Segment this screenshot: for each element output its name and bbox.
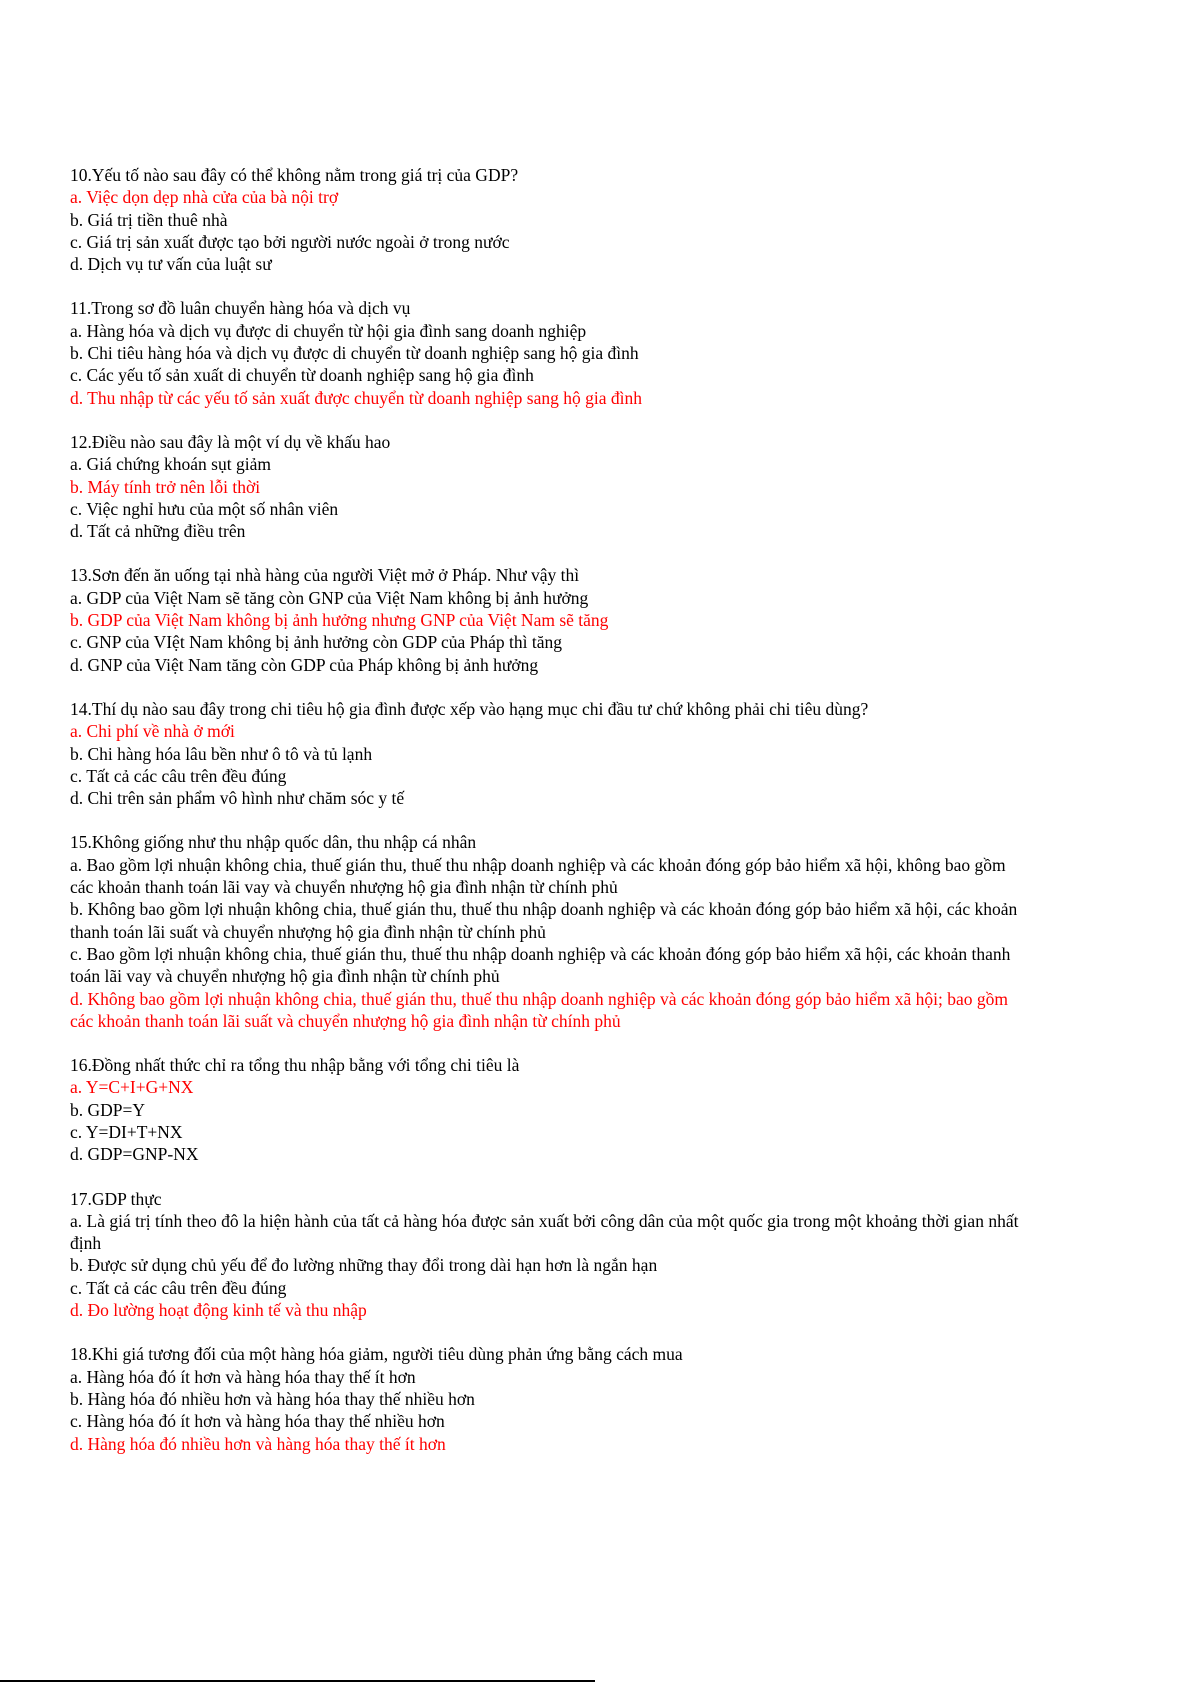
answer-option-correct: d. Không bao gồm lợi nhuận không chia, thuế gián thu, thuế thu nhập doanh nghiệp và các khoản đóng góp bảo hiểm xã hội; bao gồm các khoản thanh toán lãi suất và chuyển nhượng hộ gia đình nhận từ chính phủ: [70, 988, 1009, 1031]
answer-option: c. GNP của VIệt Nam không bị ảnh hưởng còn GDP của Pháp thì tăng: [70, 632, 562, 653]
question-block: [70, 297, 1030, 408]
question-block: [70, 831, 1030, 1032]
question-stem: 15.Không giống như thu nhập quốc dân, thu nhập cá nhân: [70, 832, 477, 853]
answer-option: b. Không bao gồm lợi nhuận không chia, thuế gián thu, thuế thu nhập doanh nghiệp và các khoản đóng góp bảo hiểm xã hội, các khoản thanh toán lãi suất và chuyển nhượng hộ gia đình nhận từ chính phủ: [70, 899, 1018, 942]
answer-option-correct: b. Máy tính trở nên lỗi thời: [70, 476, 261, 497]
answer-option: a. Bao gồm lợi nhuận không chia, thuế gián thu, thuế thu nhập doanh nghiệp và các khoản đóng góp bảo hiểm xã hội, không bao gồm các khoản thanh toán lãi vay và chuyển nhượng hộ gia đình nhận từ chính phủ: [70, 854, 1006, 898]
answer-option: d. Chi trên sản phẩm vô hình như chăm sóc y tế: [70, 788, 405, 809]
answer-option: b. Được sử dụng chủ yếu để đo lường những thay đổi trong dài hạn hơn là ngắn hạn: [70, 1255, 658, 1276]
answer-option: c. Y=DI+T+NX: [70, 1121, 183, 1142]
question-stem: 16.Đồng nhất thức chỉ ra tổng thu nhập bằng với tổng chi tiêu là: [70, 1055, 520, 1076]
answer-option: c. Tất cả các câu trên đều đúng: [70, 1277, 287, 1298]
footer-divider: [0, 1680, 595, 1682]
answer-option: a. Giá chứng khoán sụt giảm: [70, 454, 271, 475]
question-block: [70, 564, 1030, 675]
question-stem: 12.Điều nào sau đây là một ví dụ về khấu hao: [70, 431, 391, 452]
answer-option-correct: b. GDP của Việt Nam không bị ảnh hưởng nhưng GNP của Việt Nam sẽ tăng: [70, 610, 609, 631]
question-stem: 17.GDP thực: [70, 1188, 162, 1209]
question-block: [70, 1188, 1030, 1322]
answer-option: b. Giá trị tiền thuê nhà: [70, 209, 228, 230]
question-block: [70, 1054, 1030, 1165]
answer-option: c. Việc nghỉ hưu của một số nhân viên: [70, 498, 339, 519]
answer-option-correct: a. Chi phí về nhà ở mới: [70, 721, 235, 742]
answer-option: b. Chi hàng hóa lâu bền như ô tô và tủ lạnh: [70, 743, 373, 764]
answer-option: d. Tất cả những điều trên: [70, 521, 246, 542]
question-block: [70, 431, 1030, 542]
answer-option-correct: d. Đo lường hoạt động kinh tế và thu nhập: [70, 1300, 367, 1321]
answer-option: c. Bao gồm lợi nhuận không chia, thuế gián thu, thuế thu nhập doanh nghiệp và các khoản đóng góp bảo hiểm xã hội, các khoản thanh toán lãi vay và chuyển nhượng hộ gia đình nhận từ chính phủ: [70, 943, 1011, 987]
answer-option: a. GDP của Việt Nam sẽ tăng còn GNP của Việt Nam không bị ảnh hưởng: [70, 587, 589, 608]
question-block: [70, 1343, 1030, 1454]
answer-option: d. GDP=GNP-NX: [70, 1144, 199, 1165]
question-stem: 10.Yếu tố nào sau đây có thể không nằm trong giá trị của GDP?: [70, 165, 519, 185]
answer-option: c. Tất cả các câu trên đều đúng: [70, 765, 287, 786]
answer-option: c. Hàng hóa đó ít hơn và hàng hóa thay thế nhiều hơn: [70, 1411, 445, 1432]
answer-option-correct: d. Hàng hóa đó nhiều hơn và hàng hóa thay thế ít hơn: [70, 1433, 446, 1454]
answer-option: b. Hàng hóa đó nhiều hơn và hàng hóa thay thế nhiều hơn: [70, 1388, 475, 1409]
answer-option: b. GDP=Y: [70, 1099, 146, 1120]
answer-option: c. Các yếu tố sản xuất di chuyển từ doanh nghiệp sang hộ gia đình: [70, 365, 534, 386]
question-stem: 13.Sơn đến ăn uống tại nhà hàng của người Việt mở ở Pháp. Như vậy thì: [70, 565, 580, 586]
answer-option: b. Chi tiêu hàng hóa và dịch vụ được di chuyển từ doanh nghiệp sang hộ gia đình: [70, 343, 639, 364]
question-stem: 18.Khi giá tương đối của một hàng hóa giảm, người tiêu dùng phản ứng bằng cách mua: [70, 1344, 683, 1365]
answer-option: c. Giá trị sản xuất được tạo bởi người nước ngoài ở trong nước: [70, 231, 510, 252]
question-stem: 14.Thí dụ nào sau đây trong chi tiêu hộ gia đình được xếp vào hạng mục chi đầu tư chứ không phải chi tiêu dùng?: [70, 698, 869, 719]
answer-option: d. GNP của Việt Nam tăng còn GDP của Pháp không bị ảnh hưởng: [70, 654, 539, 675]
answer-option-correct: a. Y=C+I+G+NX: [70, 1077, 194, 1098]
answer-option-correct: a. Việc dọn dẹp nhà cửa của bà nội trợ: [70, 187, 339, 208]
answer-option: a. Hàng hóa đó ít hơn và hàng hóa thay thế ít hơn: [70, 1366, 416, 1387]
question-stem: 11.Trong sơ đồ luân chuyển hàng hóa và dịch vụ: [70, 298, 411, 319]
answer-option: a. Là giá trị tính theo đô la hiện hành của tất cả hàng hóa được sản xuất bởi công dân của một quốc gia trong một khoảng thời gian nhất định: [70, 1210, 1019, 1254]
question-block: [70, 698, 1030, 809]
answer-option-correct: d. Thu nhập từ các yếu tố sản xuất được chuyển từ doanh nghiệp sang hộ gia đình: [70, 387, 642, 408]
question-block: [70, 164, 1030, 275]
question-list: [70, 164, 1030, 1477]
answer-option: a. Hàng hóa và dịch vụ được di chuyển từ hội gia đình sang doanh nghiệp: [70, 320, 587, 341]
answer-option: d. Dịch vụ tư vấn của luật sư: [70, 254, 272, 275]
